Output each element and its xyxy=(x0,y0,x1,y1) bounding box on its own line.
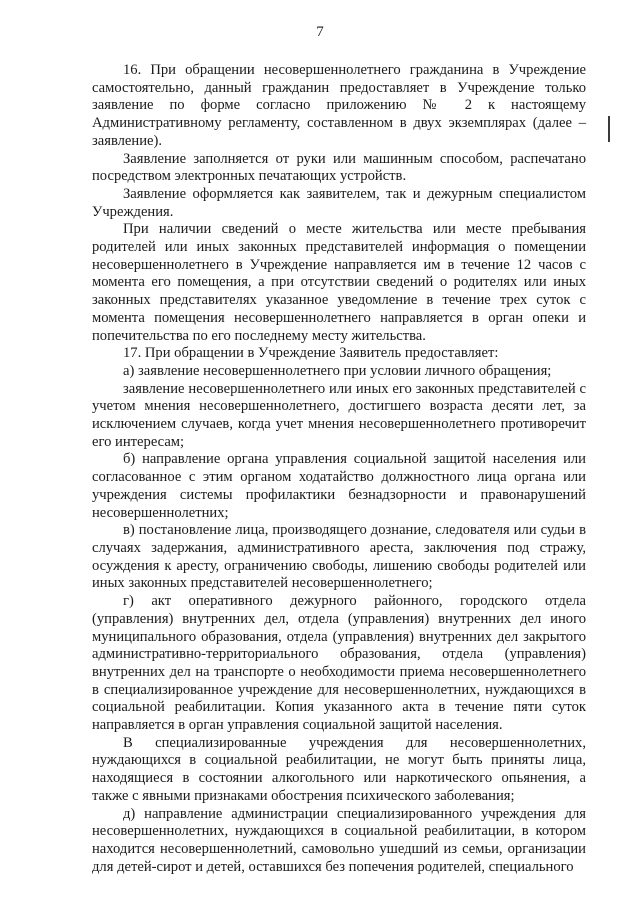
paragraph-executed-by: Заявление оформляется как заявителем, так и дежурным специалистом Учреждения. xyxy=(92,185,586,220)
item-b: б) направление органа управления социальной защитой населения или согласованное с этим органом ходатайство должностного лица органа или учреждения системы профилактики безнадзорности и правонарушений несовершеннолетних; xyxy=(92,451,586,521)
document-body xyxy=(92,62,586,876)
paragraph-16: 16. При обращении несовершеннолетнего гражданина в Учреждение самостоятельно, данный гражданин предоставляет в Учреждение только заявление по форме согласно приложению № 2 к настоящему Административному регламенту, составленном в двух экземплярах (далее – заявление). xyxy=(92,62,586,149)
item-g: г) акт оперативного дежурного районного, городского отдела (управления) внутренних дел, отдела (управления) внутренних дел иного муниципального образования, отдела (управления) внутренних дел закрытого административно-территориального образования, отдела (управления) внутренних дел на транспорте о необходимости приема несовершеннолетнего в специализированное учреждение для несовершеннолетних, нуждающихся в социальной реабилитации. Копия указанного акта в течение пяти суток направляется в орган управления социальной защитой населения. xyxy=(92,593,586,734)
paragraph-17: 17. При обращении в Учреждение Заявитель предоставляет: xyxy=(123,345,499,362)
paragraph-filling-method: Заявление заполняется от руки или машинным способом, распечатано посредством электронных печатающих устройств. xyxy=(92,150,586,185)
item-a-continued: заявление несовершеннолетнего или иных его законных представителей с учетом мнения несовершеннолетнего, достигшего возраста десяти лет, за исключением случаев, когда учет мнения несовершеннолетнего противоречит его интересам; xyxy=(92,380,586,450)
item-d: д) направление администрации специализированного учреждения для несовершеннолетних, нуждающихся в социальной реабилитации, в котором находится несовершеннолетний, самовольно ушедший из семьи, организации для детей-сирот и детей, оставшихся без попечения родителей, специального xyxy=(92,805,586,875)
item-a: а) заявление несовершеннолетнего при условии личного обращения; xyxy=(123,362,552,379)
item-v: в) постановление лица, производящего дознание, следователя или судьи в случаях задержания, административного ареста, заключения под стражу, осуждения к аресту, ограничению свободы, лишению свободы родителей или иных законных представителей несовершеннолетнего; xyxy=(92,522,586,592)
scan-margin-mark xyxy=(608,116,610,142)
paragraph-notification: При наличии сведений о месте жительства или месте пребывания родителей или иных законных представителей информация о помещении несовершеннолетнего в Учреждение направляется им в течение 12 часов с момента его помещения, а при отсутствии сведений о родителях или иных законных представителях указанное уведомление в течение трех суток с момента помещения несовершеннолетнего направляется в орган опеки и попечительства по его последнему месту жительства. xyxy=(92,221,586,344)
paragraph-admission-restrictions: В специализированные учреждения для несовершеннолетних, нуждающихся в социальной реабилитации, не могут быть приняты лица, находящиеся в состоянии алкогольного или наркотического опьянения, а также с явными признаками обострения психического заболевания; xyxy=(92,734,586,804)
page-number: 7 xyxy=(316,24,324,40)
